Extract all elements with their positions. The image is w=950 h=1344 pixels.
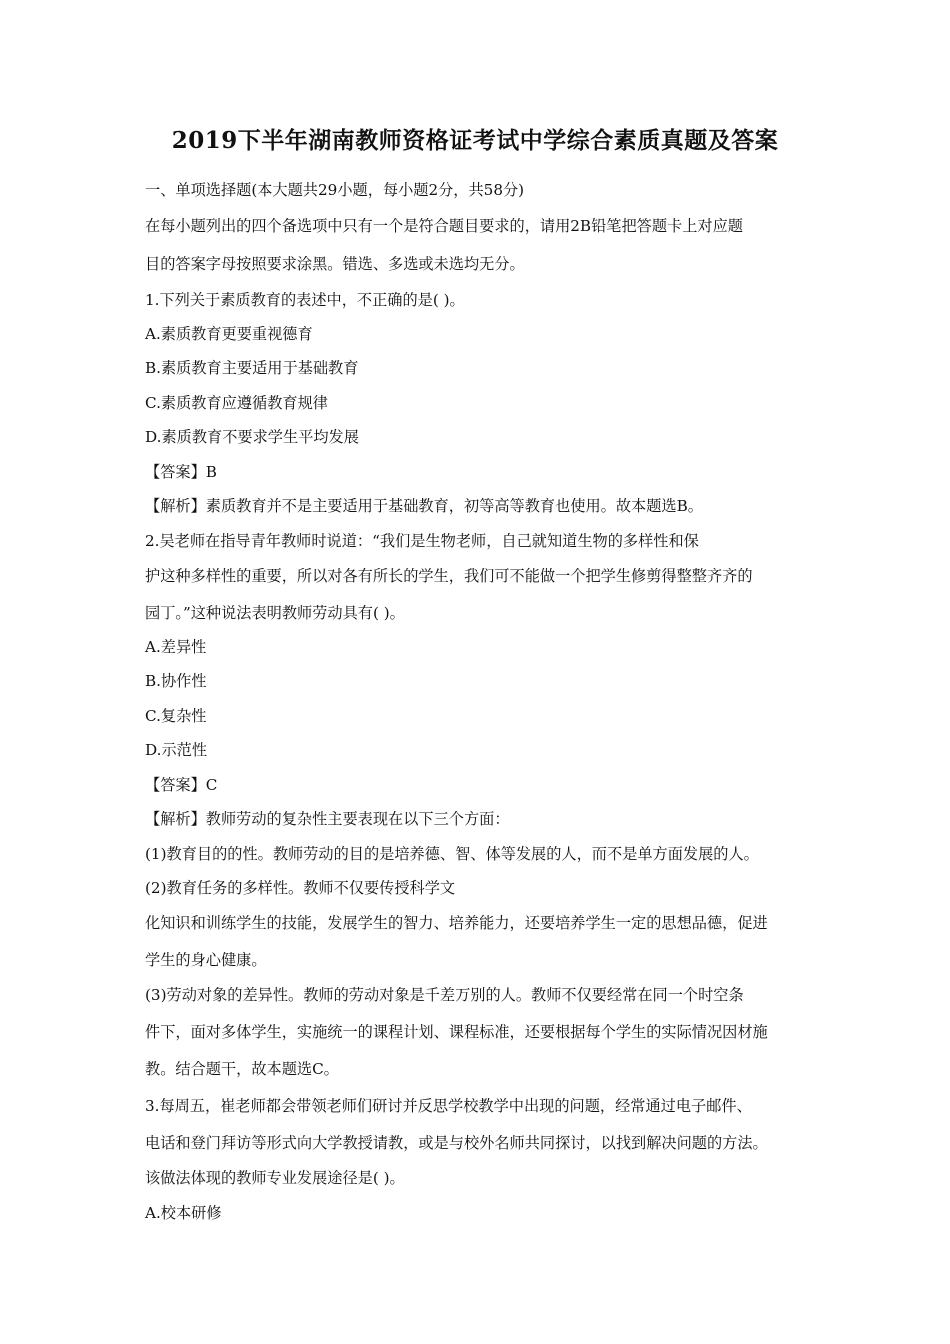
explanation-point: (2)教育任务的多样性。教师不仅要传授科学文 — [145, 879, 456, 897]
question-3-option-a: A.校本研修 — [145, 1204, 222, 1222]
question-2-option-c: C.复杂性 — [145, 707, 207, 725]
question-1-stem: 1.下列关于素质教育的表述中，不正确的是( )。 — [145, 291, 465, 309]
question-1-option-d: D.素质教育不要求学生平均发展 — [145, 428, 359, 446]
question-2-stem: 护这种多样性的重要，所以对各有所长的学生，我们可不能做一个把学生修剪得整整齐齐的 — [145, 567, 753, 585]
section-heading: 一、单项选择题(本大题共29小题，每小题2分，共58分) — [145, 181, 525, 199]
explanation-point: (1)教育目的的性。教师劳动的目的是培养德、智、体等发展的人，而不是单方面发展的人。 — [145, 845, 759, 863]
explanation-point: (3)劳动对象的差异性。教师的劳动对象是千差万别的人。教师不仅要经常在同一个时空条 — [145, 986, 744, 1004]
question-2-answer: 【答案】C — [145, 776, 218, 794]
explanation-point: 化知识和训练学生的技能，发展学生的智力、培养能力，还要培养学生一定的思想品德，促进 — [145, 914, 768, 932]
question-3-stem: 3.每周五，崔老师都会带领老师们研讨并反思学校教学中出现的问题，经常通过电子邮件、 — [145, 1097, 752, 1115]
question-1-explanation: 【解析】素质教育并不是主要适用于基础教育，初等高等教育也使用。故本题选B。 — [145, 497, 703, 515]
question-1-option-a: A.素质教育更要重视德育 — [145, 325, 313, 343]
explanation-point: 教。结合题干，故本题选C。 — [145, 1060, 339, 1078]
question-3-stem: 该做法体现的教师专业发展途径是( )。 — [145, 1169, 405, 1187]
question-2-explanation: 【解析】教师劳动的复杂性主要表现在以下三个方面： — [145, 810, 510, 828]
document-title: 2019下半年湖南教师资格证考试中学综合素质真题及答案 — [171, 127, 779, 154]
instruction-line: 目的答案字母按照要求涂黑。错选、多选或未选均无分。 — [145, 255, 525, 273]
question-2-option-b: B.协作性 — [145, 672, 207, 690]
question-1-answer: 【答案】B — [145, 463, 217, 481]
question-1-option-c: C.素质教育应遵循教育规律 — [145, 394, 328, 412]
question-2-stem: 2.吴老师在指导青年教师时说道：“我们是生物老师，自己就知道生物的多样性和保 — [145, 532, 699, 550]
question-2-option-a: A.差异性 — [145, 638, 207, 656]
question-2-stem: 园丁。”这种说法表明教师劳动具有( )。 — [145, 604, 405, 622]
explanation-point: 学生的身心健康。 — [145, 951, 267, 969]
question-2-option-d: D.示范性 — [145, 741, 208, 759]
explanation-point: 件下，面对多体学生，实施统一的课程计划、课程标准，还要根据每个学生的实际情况因材施 — [145, 1023, 768, 1041]
question-1-option-b: B.素质教育主要适用于基础教育 — [145, 359, 359, 377]
question-3-stem: 电话和登门拜访等形式向大学教授请教，或是与校外名师共同探讨，以找到解决问题的方法。 — [145, 1134, 768, 1152]
instruction-line: 在每小题列出的四个备选项中只有一个是符合题目要求的，请用2B铅笔把答题卡上对应题 — [145, 217, 743, 235]
